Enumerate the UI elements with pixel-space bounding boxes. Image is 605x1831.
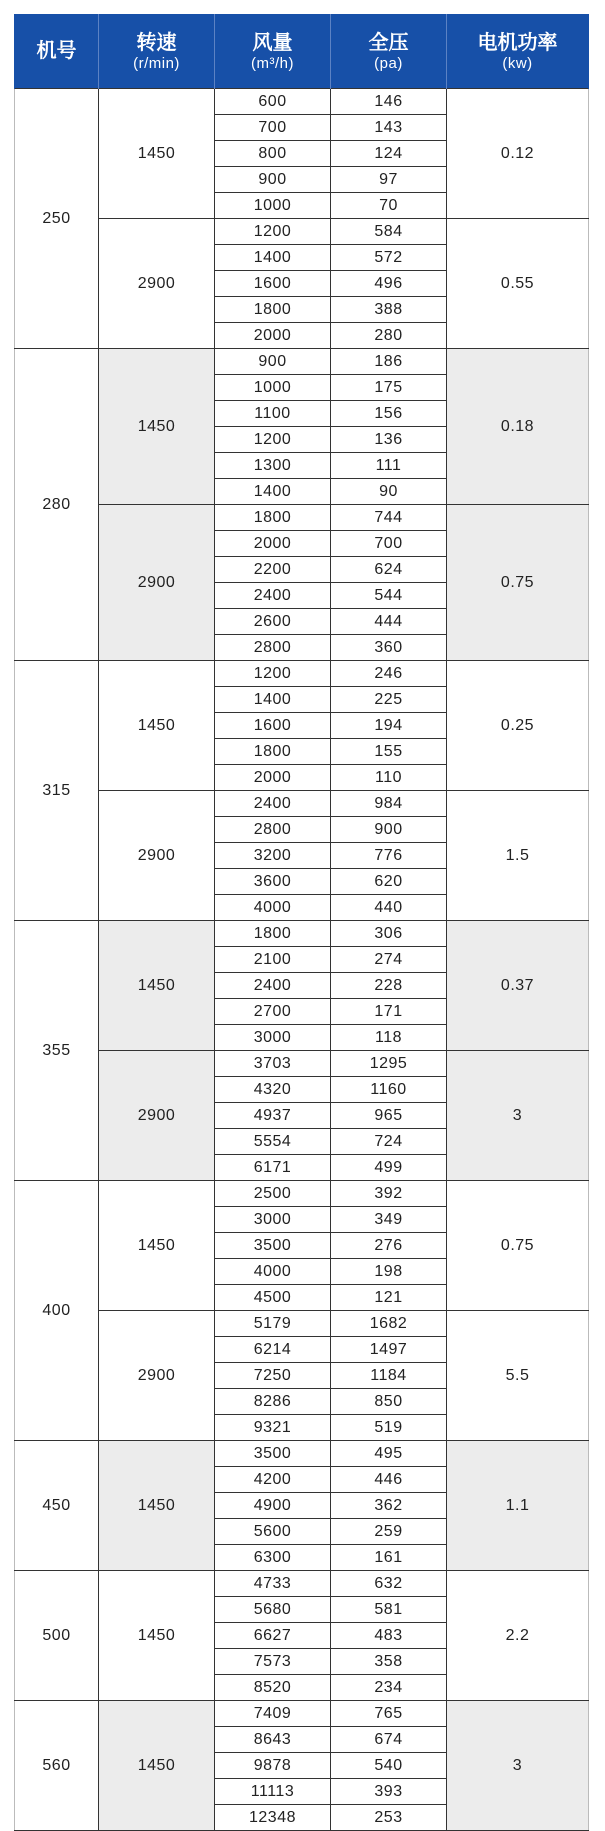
pressure-cell: 544 (331, 583, 447, 609)
header-power-label: 电机功率 (477, 31, 558, 54)
airflow-cell: 3200 (215, 843, 331, 869)
speed-cell: 1450 (99, 1441, 215, 1571)
airflow-cell: 5554 (215, 1129, 331, 1155)
pressure-cell: 306 (331, 921, 447, 947)
airflow-cell: 4000 (215, 895, 331, 921)
header-airflow-unit: (m³/h) (251, 54, 294, 72)
pressure-cell: 632 (331, 1571, 447, 1597)
airflow-cell: 7250 (215, 1363, 331, 1389)
speed-cell: 2900 (99, 791, 215, 921)
airflow-cell: 4900 (215, 1493, 331, 1519)
airflow-cell: 4733 (215, 1571, 331, 1597)
airflow-cell: 3000 (215, 1207, 331, 1233)
airflow-cell: 8643 (215, 1727, 331, 1753)
pressure-cell: 161 (331, 1545, 447, 1571)
airflow-cell: 2800 (215, 817, 331, 843)
pressure-cell: 584 (331, 219, 447, 245)
pressure-cell: 349 (331, 1207, 447, 1233)
pressure-cell: 496 (331, 271, 447, 297)
header-pressure (331, 14, 447, 89)
pressure-cell: 146 (331, 89, 447, 115)
pressure-cell: 111 (331, 453, 447, 479)
pressure-cell: 1497 (331, 1337, 447, 1363)
airflow-cell: 4937 (215, 1103, 331, 1129)
airflow-cell: 3500 (215, 1441, 331, 1467)
airflow-cell: 600 (215, 89, 331, 115)
table-row (15, 1571, 589, 1597)
airflow-cell: 1200 (215, 219, 331, 245)
pressure-cell: 110 (331, 765, 447, 791)
table-row (15, 921, 589, 947)
model-number-cell: 400 (15, 1181, 99, 1441)
airflow-cell: 1400 (215, 479, 331, 505)
pressure-cell: 246 (331, 661, 447, 687)
header-speed (99, 14, 215, 89)
airflow-cell: 2200 (215, 557, 331, 583)
airflow-cell: 2800 (215, 635, 331, 661)
header-model (15, 14, 99, 89)
airflow-cell: 1200 (215, 427, 331, 453)
table-header (15, 14, 589, 89)
pressure-cell: 155 (331, 739, 447, 765)
airflow-cell: 2000 (215, 765, 331, 791)
pressure-cell: 965 (331, 1103, 447, 1129)
airflow-cell: 800 (215, 141, 331, 167)
pressure-cell: 1682 (331, 1311, 447, 1337)
speed-cell: 2900 (99, 1311, 215, 1441)
pressure-cell: 519 (331, 1415, 447, 1441)
pressure-cell: 171 (331, 999, 447, 1025)
pressure-cell: 1184 (331, 1363, 447, 1389)
airflow-cell: 8520 (215, 1675, 331, 1701)
airflow-cell: 1000 (215, 375, 331, 401)
pressure-cell: 624 (331, 557, 447, 583)
pressure-cell: 765 (331, 1701, 447, 1727)
pressure-cell: 900 (331, 817, 447, 843)
speed-cell: 1450 (99, 661, 215, 791)
airflow-cell: 1000 (215, 193, 331, 219)
airflow-cell: 2400 (215, 791, 331, 817)
header-power-unit: (kw) (502, 54, 533, 72)
table-row (15, 219, 589, 245)
pressure-cell: 776 (331, 843, 447, 869)
header-row (15, 14, 589, 89)
airflow-cell: 11113 (215, 1779, 331, 1805)
speed-cell: 2900 (99, 219, 215, 349)
model-number-cell: 450 (15, 1441, 99, 1571)
motor-power-cell: 0.75 (447, 1181, 589, 1311)
model-number-cell: 355 (15, 921, 99, 1181)
pressure-cell: 360 (331, 635, 447, 661)
airflow-cell: 9321 (215, 1415, 331, 1441)
airflow-cell: 2500 (215, 1181, 331, 1207)
pressure-cell: 362 (331, 1493, 447, 1519)
pressure-cell: 674 (331, 1727, 447, 1753)
table-row (15, 1701, 589, 1727)
airflow-cell: 3600 (215, 869, 331, 895)
motor-power-cell: 1.1 (447, 1441, 589, 1571)
pressure-cell: 392 (331, 1181, 447, 1207)
header-pressure-label: 全压 (368, 31, 409, 54)
motor-power-cell: 3 (447, 1051, 589, 1181)
pressure-cell: 1295 (331, 1051, 447, 1077)
model-number-cell: 315 (15, 661, 99, 921)
pressure-cell: 280 (331, 323, 447, 349)
speed-cell: 1450 (99, 921, 215, 1051)
table-row (15, 349, 589, 375)
airflow-cell: 1600 (215, 713, 331, 739)
pressure-cell: 118 (331, 1025, 447, 1051)
airflow-cell: 1300 (215, 453, 331, 479)
pressure-cell: 124 (331, 141, 447, 167)
pressure-cell: 483 (331, 1623, 447, 1649)
speed-cell: 2900 (99, 1051, 215, 1181)
fan-spec-table (14, 14, 589, 1831)
motor-power-cell: 0.18 (447, 349, 589, 505)
table-row (15, 89, 589, 115)
airflow-cell: 4320 (215, 1077, 331, 1103)
airflow-cell: 2600 (215, 609, 331, 635)
model-number-cell: 500 (15, 1571, 99, 1701)
header-speed-label: 转速 (136, 31, 177, 54)
airflow-cell: 1800 (215, 739, 331, 765)
speed-cell: 1450 (99, 349, 215, 505)
pressure-cell: 984 (331, 791, 447, 817)
airflow-cell: 2400 (215, 973, 331, 999)
airflow-cell: 3703 (215, 1051, 331, 1077)
pressure-cell: 121 (331, 1285, 447, 1311)
pressure-cell: 1160 (331, 1077, 447, 1103)
speed-cell: 1450 (99, 1181, 215, 1311)
pressure-cell: 234 (331, 1675, 447, 1701)
header-power (447, 14, 589, 89)
speed-cell: 1450 (99, 1571, 215, 1701)
airflow-cell: 4000 (215, 1259, 331, 1285)
pressure-cell: 620 (331, 869, 447, 895)
airflow-cell: 2000 (215, 531, 331, 557)
motor-power-cell: 0.25 (447, 661, 589, 791)
pressure-cell: 744 (331, 505, 447, 531)
pressure-cell: 225 (331, 687, 447, 713)
airflow-cell: 9878 (215, 1753, 331, 1779)
pressure-cell: 358 (331, 1649, 447, 1675)
airflow-cell: 2400 (215, 583, 331, 609)
airflow-cell: 1800 (215, 505, 331, 531)
airflow-cell: 12348 (215, 1805, 331, 1831)
airflow-cell: 1100 (215, 401, 331, 427)
motor-power-cell: 2.2 (447, 1571, 589, 1701)
header-speed-unit: (r/min) (133, 54, 180, 72)
pressure-cell: 259 (331, 1519, 447, 1545)
airflow-cell: 900 (215, 167, 331, 193)
speed-cell: 2900 (99, 505, 215, 661)
airflow-cell: 5179 (215, 1311, 331, 1337)
airflow-cell: 8286 (215, 1389, 331, 1415)
pressure-cell: 540 (331, 1753, 447, 1779)
airflow-cell: 700 (215, 115, 331, 141)
table-row (15, 1051, 589, 1077)
pressure-cell: 143 (331, 115, 447, 141)
motor-power-cell: 5.5 (447, 1311, 589, 1441)
pressure-cell: 276 (331, 1233, 447, 1259)
pressure-cell: 253 (331, 1805, 447, 1831)
pressure-cell: 274 (331, 947, 447, 973)
pressure-cell: 97 (331, 167, 447, 193)
pressure-cell: 446 (331, 1467, 447, 1493)
header-airflow (215, 14, 331, 89)
table-row (15, 1311, 589, 1337)
table-row (15, 791, 589, 817)
pressure-cell: 724 (331, 1129, 447, 1155)
pressure-cell: 156 (331, 401, 447, 427)
airflow-cell: 7573 (215, 1649, 331, 1675)
header-model-label: 机号 (36, 40, 77, 62)
pressure-cell: 495 (331, 1441, 447, 1467)
pressure-cell: 194 (331, 713, 447, 739)
airflow-cell: 1200 (215, 661, 331, 687)
motor-power-cell: 0.75 (447, 505, 589, 661)
model-number-cell: 280 (15, 349, 99, 661)
airflow-cell: 1600 (215, 271, 331, 297)
motor-power-cell: 1.5 (447, 791, 589, 921)
airflow-cell: 1400 (215, 245, 331, 271)
airflow-cell: 2000 (215, 323, 331, 349)
model-number-cell: 250 (15, 89, 99, 349)
pressure-cell: 440 (331, 895, 447, 921)
airflow-cell: 4200 (215, 1467, 331, 1493)
pressure-cell: 581 (331, 1597, 447, 1623)
pressure-cell: 198 (331, 1259, 447, 1285)
pressure-cell: 700 (331, 531, 447, 557)
airflow-cell: 900 (215, 349, 331, 375)
pressure-cell: 90 (331, 479, 447, 505)
pressure-cell: 70 (331, 193, 447, 219)
airflow-cell: 2700 (215, 999, 331, 1025)
airflow-cell: 6214 (215, 1337, 331, 1363)
airflow-cell: 3000 (215, 1025, 331, 1051)
motor-power-cell: 0.12 (447, 89, 589, 219)
pressure-cell: 444 (331, 609, 447, 635)
speed-cell: 1450 (99, 1701, 215, 1831)
airflow-cell: 1800 (215, 297, 331, 323)
pressure-cell: 388 (331, 297, 447, 323)
airflow-cell: 6300 (215, 1545, 331, 1571)
pressure-cell: 175 (331, 375, 447, 401)
pressure-cell: 186 (331, 349, 447, 375)
pressure-cell: 228 (331, 973, 447, 999)
motor-power-cell: 0.37 (447, 921, 589, 1051)
pressure-cell: 393 (331, 1779, 447, 1805)
header-pressure-unit: (pa) (374, 54, 403, 72)
pressure-cell: 572 (331, 245, 447, 271)
airflow-cell: 6627 (215, 1623, 331, 1649)
table-row (15, 1441, 589, 1467)
airflow-cell: 3500 (215, 1233, 331, 1259)
pressure-cell: 136 (331, 427, 447, 453)
motor-power-cell: 3 (447, 1701, 589, 1831)
airflow-cell: 2100 (215, 947, 331, 973)
airflow-cell: 1400 (215, 687, 331, 713)
airflow-cell: 6171 (215, 1155, 331, 1181)
airflow-cell: 4500 (215, 1285, 331, 1311)
table-body (15, 89, 589, 1831)
airflow-cell: 5600 (215, 1519, 331, 1545)
header-airflow-label: 风量 (252, 31, 293, 54)
motor-power-cell: 0.55 (447, 219, 589, 349)
table-row (15, 505, 589, 531)
airflow-cell: 5680 (215, 1597, 331, 1623)
table-row (15, 1181, 589, 1207)
airflow-cell: 7409 (215, 1701, 331, 1727)
model-number-cell: 560 (15, 1701, 99, 1831)
table-row (15, 661, 589, 687)
airflow-cell: 1800 (215, 921, 331, 947)
speed-cell: 1450 (99, 89, 215, 219)
pressure-cell: 499 (331, 1155, 447, 1181)
pressure-cell: 850 (331, 1389, 447, 1415)
